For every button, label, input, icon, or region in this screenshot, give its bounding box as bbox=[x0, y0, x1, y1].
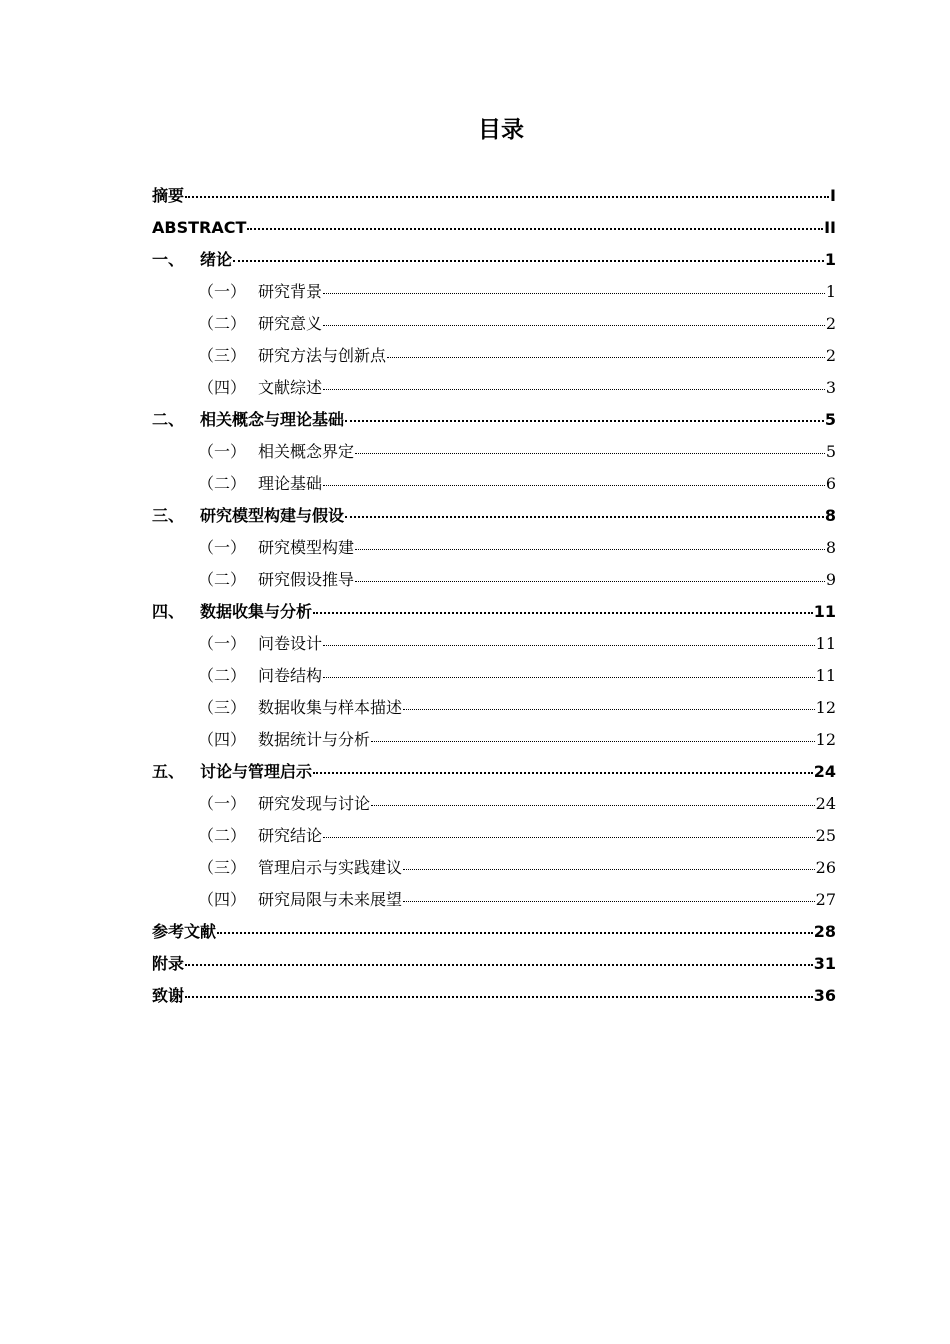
toc-entry-number: （二） bbox=[198, 570, 247, 589]
toc-entry-page-number: 31 bbox=[813, 954, 836, 973]
toc-entry[interactable] bbox=[152, 980, 836, 1012]
dot-leader bbox=[185, 996, 813, 998]
toc-entry[interactable] bbox=[152, 244, 836, 276]
toc-entry-number: （二） bbox=[198, 474, 247, 493]
toc-entry-label: 数据统计与分析 bbox=[258, 730, 371, 749]
toc-entry[interactable] bbox=[152, 596, 836, 628]
toc-entry-label: 相关概念界定 bbox=[258, 442, 355, 461]
toc-entry-label: 研究假设推导 bbox=[258, 570, 355, 589]
dot-leader bbox=[403, 709, 815, 710]
toc-entry-page-number: 2 bbox=[825, 346, 836, 365]
toc-entry-number: 一、 bbox=[152, 250, 185, 269]
toc-entry[interactable] bbox=[152, 180, 836, 212]
toc-entry-page-number: 2 bbox=[825, 314, 836, 333]
toc-entry-number: （四） bbox=[198, 378, 247, 397]
dot-leader bbox=[345, 420, 824, 422]
toc-entry-number: （一） bbox=[198, 538, 247, 557]
dot-leader bbox=[387, 357, 825, 358]
toc-entry-label: 文献综述 bbox=[258, 378, 323, 397]
toc-entry[interactable] bbox=[152, 404, 836, 436]
toc-entry-number: （一） bbox=[198, 442, 247, 461]
toc-entry-label: 参考文献 bbox=[152, 922, 217, 941]
toc-entry[interactable] bbox=[152, 948, 836, 980]
toc-entry[interactable] bbox=[152, 276, 836, 308]
dot-leader bbox=[323, 293, 825, 294]
toc-entry-page-number: 24 bbox=[815, 794, 836, 813]
toc-entry[interactable] bbox=[152, 692, 836, 724]
toc-entry[interactable] bbox=[152, 660, 836, 692]
dot-leader bbox=[345, 516, 824, 518]
dot-leader bbox=[185, 964, 813, 966]
toc-entry-number: 三、 bbox=[152, 506, 185, 525]
toc-entry-number: （三） bbox=[198, 698, 247, 717]
toc-entry[interactable] bbox=[152, 564, 836, 596]
toc-entry-label: 问卷结构 bbox=[258, 666, 323, 685]
dot-leader bbox=[323, 677, 815, 678]
dot-leader bbox=[355, 549, 825, 550]
toc-entry[interactable] bbox=[152, 500, 836, 532]
toc-entry-label: ABSTRACT bbox=[152, 218, 247, 237]
dot-leader bbox=[323, 837, 815, 838]
toc-entry-page-number: II bbox=[824, 218, 836, 237]
dot-leader bbox=[313, 772, 813, 774]
toc-entry-number: 四、 bbox=[152, 602, 185, 621]
toc-entry-page-number: 6 bbox=[825, 474, 836, 493]
toc-entry-page-number: 26 bbox=[815, 858, 836, 877]
toc-entry[interactable] bbox=[152, 884, 836, 916]
toc-entry-number: 二、 bbox=[152, 410, 185, 429]
toc-entry-page-number: 5 bbox=[825, 442, 836, 461]
dot-leader bbox=[247, 228, 823, 230]
dot-leader bbox=[323, 645, 815, 646]
toc-entry-page-number: 11 bbox=[815, 666, 836, 685]
toc-entry-page-number: 25 bbox=[815, 826, 836, 845]
toc-entry-page-number: 1 bbox=[825, 282, 836, 301]
toc-entry-page-number: 3 bbox=[825, 378, 836, 397]
dot-leader bbox=[355, 453, 825, 454]
toc-entry[interactable] bbox=[152, 820, 836, 852]
toc-entry-label: 研究结论 bbox=[258, 826, 323, 845]
toc-entry-label: 相关概念与理论基础 bbox=[200, 410, 345, 429]
toc-entry[interactable] bbox=[152, 628, 836, 660]
dot-leader bbox=[403, 901, 815, 902]
toc-entry-label: 研究方法与创新点 bbox=[258, 346, 387, 365]
dot-leader bbox=[323, 325, 825, 326]
toc-entry-page-number: 11 bbox=[813, 602, 836, 621]
table-of-contents bbox=[152, 180, 836, 1012]
toc-entry-number: （二） bbox=[198, 314, 247, 333]
toc-entry-page-number: 12 bbox=[815, 698, 836, 717]
toc-entry[interactable] bbox=[152, 788, 836, 820]
toc-entry-number: （二） bbox=[198, 826, 247, 845]
toc-entry[interactable] bbox=[152, 212, 836, 244]
toc-entry-page-number: 1 bbox=[824, 250, 836, 269]
toc-entry-page-number: 8 bbox=[825, 538, 836, 557]
toc-entry[interactable] bbox=[152, 468, 836, 500]
dot-leader bbox=[355, 581, 825, 582]
dot-leader bbox=[233, 260, 824, 262]
toc-entry[interactable] bbox=[152, 308, 836, 340]
toc-entry[interactable] bbox=[152, 756, 836, 788]
dot-leader bbox=[313, 612, 813, 614]
dot-leader bbox=[371, 805, 815, 806]
toc-title: 目录 bbox=[478, 117, 524, 143]
toc-entry-page-number: 11 bbox=[815, 634, 836, 653]
toc-entry-page-number: 28 bbox=[813, 922, 836, 941]
toc-entry-label: 研究局限与未来展望 bbox=[258, 890, 403, 909]
toc-entry-page-number: 24 bbox=[813, 762, 836, 781]
toc-entry[interactable] bbox=[152, 532, 836, 564]
toc-entry-page-number: 5 bbox=[824, 410, 836, 429]
toc-entry-page-number: I bbox=[830, 186, 836, 205]
toc-entry-label: 管理启示与实践建议 bbox=[258, 858, 403, 877]
dot-leader bbox=[185, 196, 829, 198]
toc-entry-page-number: 12 bbox=[815, 730, 836, 749]
toc-entry-page-number: 9 bbox=[825, 570, 836, 589]
toc-entry-label: 绪论 bbox=[200, 250, 233, 269]
toc-entry-label: 研究发现与讨论 bbox=[258, 794, 371, 813]
toc-entry-label: 问卷设计 bbox=[258, 634, 323, 653]
toc-entry-label: 讨论与管理启示 bbox=[200, 762, 313, 781]
toc-entry-number: （一） bbox=[198, 282, 247, 301]
toc-entry-label: 研究意义 bbox=[258, 314, 323, 333]
toc-entry[interactable] bbox=[152, 372, 836, 404]
toc-entry-label: 研究模型构建与假设 bbox=[200, 506, 345, 525]
toc-entry-label: 研究模型构建 bbox=[258, 538, 355, 557]
toc-entry-number: （三） bbox=[198, 858, 247, 877]
toc-entry-label: 研究背景 bbox=[258, 282, 323, 301]
toc-entry-label: 附录 bbox=[152, 954, 185, 973]
toc-entry-page-number: 36 bbox=[813, 986, 836, 1005]
toc-entry-label: 理论基础 bbox=[258, 474, 323, 493]
toc-entry[interactable] bbox=[152, 852, 836, 884]
toc-entry-number: （一） bbox=[198, 634, 247, 653]
toc-entry-page-number: 8 bbox=[824, 506, 836, 525]
dot-leader bbox=[371, 741, 815, 742]
toc-entry[interactable] bbox=[152, 916, 836, 948]
toc-entry-label: 数据收集与样本描述 bbox=[258, 698, 403, 717]
toc-entry-label: 数据收集与分析 bbox=[200, 602, 313, 621]
toc-entry-number: （四） bbox=[198, 890, 247, 909]
toc-entry-label: 摘要 bbox=[152, 186, 185, 205]
dot-leader bbox=[323, 485, 825, 486]
toc-entry-number: （三） bbox=[198, 346, 247, 365]
dot-leader bbox=[323, 389, 825, 390]
toc-entry-number: （四） bbox=[198, 730, 247, 749]
toc-entry-page-number: 27 bbox=[815, 890, 836, 909]
toc-entry-number: （一） bbox=[198, 794, 247, 813]
toc-entry-number: 五、 bbox=[152, 762, 185, 781]
toc-entry-number: （二） bbox=[198, 666, 247, 685]
toc-entry[interactable] bbox=[152, 724, 836, 756]
dot-leader bbox=[217, 932, 813, 934]
toc-entry[interactable] bbox=[152, 436, 836, 468]
toc-entry-label: 致谢 bbox=[152, 986, 185, 1005]
dot-leader bbox=[403, 869, 815, 870]
toc-entry[interactable] bbox=[152, 340, 836, 372]
